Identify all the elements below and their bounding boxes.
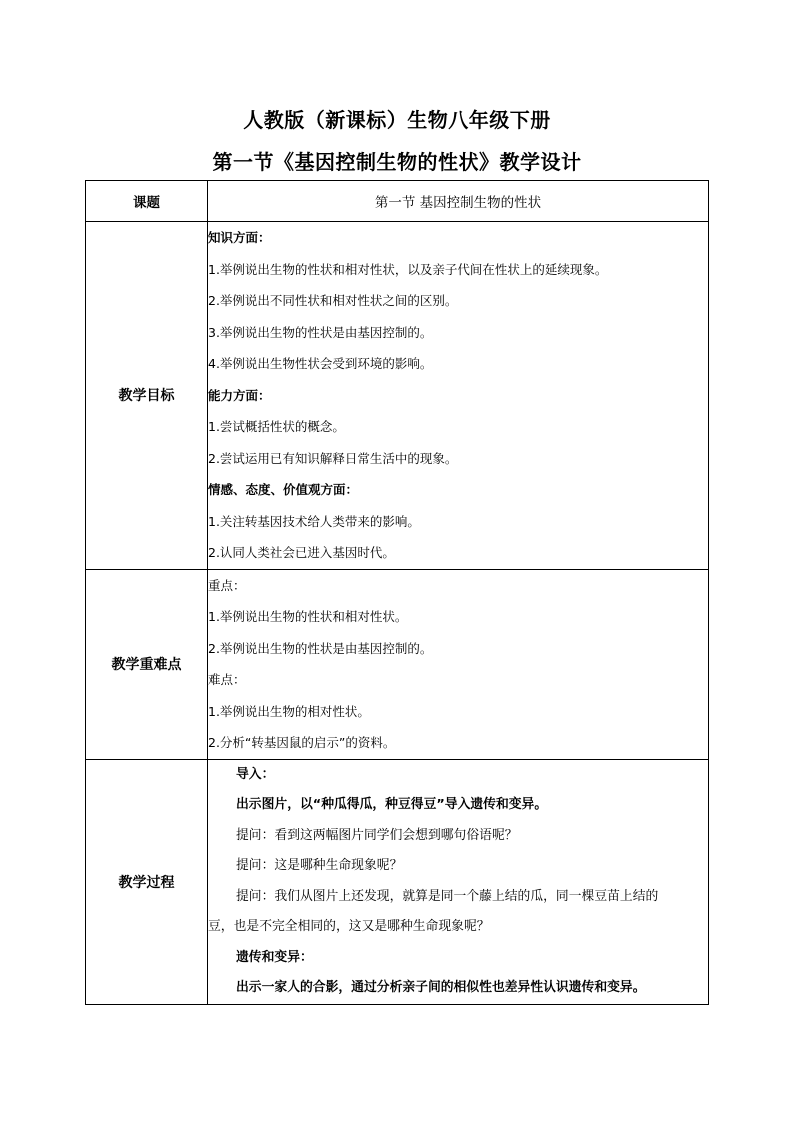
list-item: 2.尝试运用已有知识解释日常生活中的现象。 bbox=[208, 450, 458, 466]
question-2: 提问：这是哪种生命现象呢？ bbox=[236, 858, 403, 873]
list-item: 2.分析“转基因鼠的启示”的资料。 bbox=[208, 735, 396, 750]
list-item: 2.认同人类社会已进入基因时代。 bbox=[208, 545, 395, 560]
ability-heading: 能力方面： bbox=[208, 387, 271, 403]
key-heading: 重点： bbox=[208, 577, 246, 593]
topic-label: 课题 bbox=[86, 181, 208, 222]
process-label: 教学过程 bbox=[86, 759, 208, 1004]
table-row-process bbox=[86, 759, 709, 1004]
objectives-content bbox=[208, 222, 709, 570]
intro-heading: 导入： bbox=[236, 766, 275, 782]
list-item: 2.举例说出不同性状和相对性状之间的区别。 bbox=[208, 293, 458, 308]
topic-value: 第一节 基因控制生物的性状 bbox=[208, 181, 709, 222]
list-item: 1.举例说出生物的相对性状。 bbox=[208, 703, 370, 719]
question-3-line-1: 提问：我们从图片上还发现，就算是同一个藤上结的瓜，同一棵豆苗上结的 bbox=[236, 888, 659, 904]
lesson-title: 第一节《基因控制生物的性状》教学设计 bbox=[212, 150, 582, 174]
table-row-objectives bbox=[86, 222, 709, 570]
question-1: 提问：看到这两幅图片同学们会想到哪句俗语呢？ bbox=[236, 827, 518, 843]
intro-text: 出示图片，以“种瓜得瓜，种豆得豆”导入遗传和变异。 bbox=[236, 797, 548, 812]
process-content bbox=[208, 759, 709, 1004]
list-item: 1.尝试概括性状的概念。 bbox=[208, 419, 345, 434]
list-item: 1.关注转基因技术给人类带来的影响。 bbox=[208, 513, 420, 529]
key-points-label: 教学重难点 bbox=[86, 569, 208, 759]
list-item: 2.举例说出生物的性状是由基因控制的。 bbox=[208, 640, 433, 656]
objectives-label: 教学目标 bbox=[86, 222, 208, 570]
heredity-text: 出示一家人的合影，通过分析亲子间的相似性也差异性认识遗传和变异。 bbox=[236, 980, 646, 995]
list-item: 1.举例说出生物的性状和相对性状。 bbox=[208, 609, 408, 624]
question-3-line-2: 豆，也是不完全相同的，这又是哪种生命现象呢？ bbox=[208, 919, 490, 934]
difficult-heading: 难点： bbox=[208, 672, 246, 687]
key-points-content bbox=[208, 569, 709, 759]
list-item: 3.举例说出生物的性状是由基因控制的。 bbox=[208, 324, 433, 340]
list-item: 1.举例说出生物的性状和相对性状，以及亲子代间在性状上的延续现象。 bbox=[208, 261, 608, 277]
document-title: 人教版（新课标）生物八年级下册 bbox=[243, 108, 551, 132]
heredity-heading: 遗传和变异： bbox=[236, 949, 313, 965]
lesson-plan-table bbox=[85, 180, 709, 1005]
list-item: 4.举例说出生物性状会受到环境的影响。 bbox=[208, 356, 433, 371]
table-row-key-points bbox=[86, 569, 709, 759]
table-row-topic bbox=[86, 181, 709, 222]
emotion-heading: 情感、态度、价值观方面： bbox=[208, 482, 359, 497]
knowledge-heading: 知识方面： bbox=[208, 230, 271, 245]
